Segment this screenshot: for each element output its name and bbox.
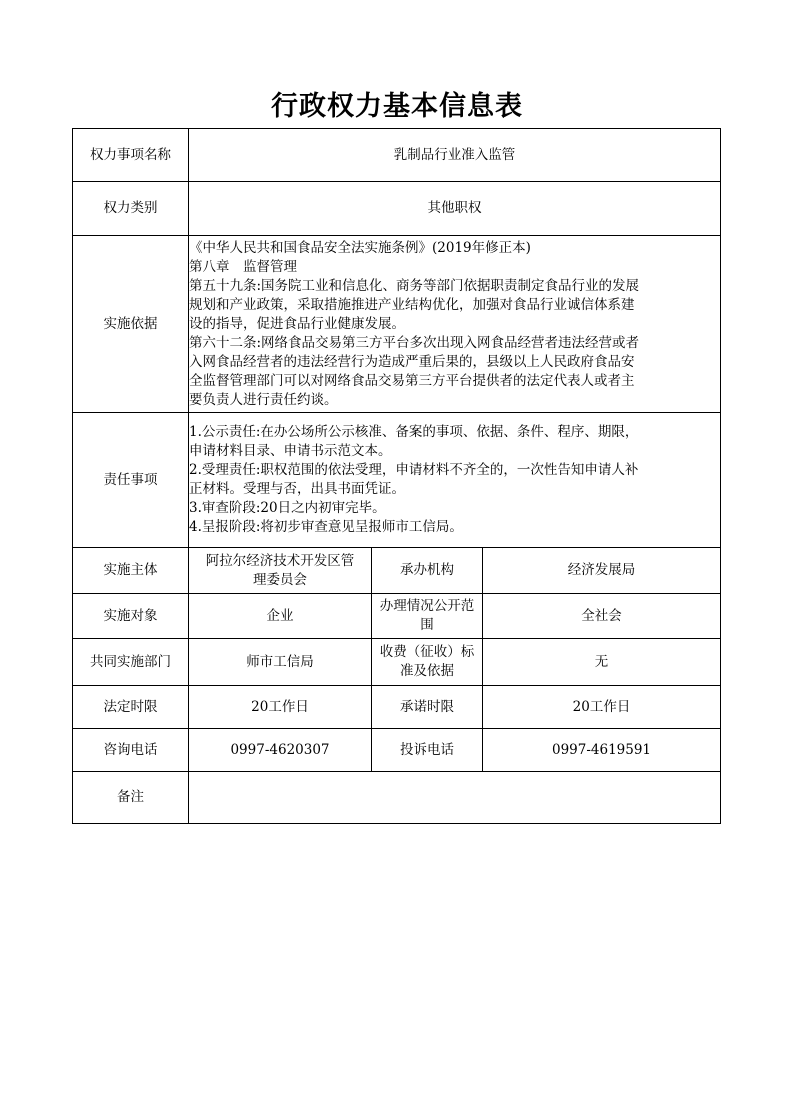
handler-value: 经济发展局 xyxy=(483,548,721,594)
promised-deadline-label: 承诺时限 xyxy=(372,686,483,729)
complaint-phone-label: 投诉电话 xyxy=(372,729,483,772)
responsibility-line: 1.公示责任:在办公场所公示核准、备案的事项、依据、条件、程序、期限， xyxy=(189,424,639,440)
row-basis xyxy=(73,236,721,413)
row-remark xyxy=(73,772,721,824)
row-phone xyxy=(73,729,721,772)
fee-label-line: 准及依据 xyxy=(400,663,454,679)
fee-label xyxy=(372,639,483,686)
consult-phone-label: 咨询电话 xyxy=(73,729,189,772)
responsibility-line: 3.审查阶段:20日之内初审完毕。 xyxy=(189,500,386,516)
row-category xyxy=(73,182,721,236)
legal-deadline-value: 20工作日 xyxy=(189,686,372,729)
disclosure-scope-label xyxy=(372,594,483,639)
joint-value: 师市工信局 xyxy=(189,639,372,686)
row-responsibility xyxy=(73,413,721,548)
responsibility-content xyxy=(189,413,721,548)
joint-label: 共同实施部门 xyxy=(73,639,189,686)
subject-value xyxy=(189,548,372,594)
disclosure-scope-value: 全社会 xyxy=(483,594,721,639)
responsibility-line: 4.呈报阶段:将初步审查意见呈报师市工信局。 xyxy=(189,519,463,535)
subject-value-line: 理委员会 xyxy=(253,571,307,588)
basis-line: 第五十九条:国务院工业和信息化、商务等部门依据职责制定食品行业的发展 xyxy=(189,277,640,294)
info-table xyxy=(72,128,721,824)
row-target xyxy=(73,594,721,639)
fee-label-line: 收费（征收）标 xyxy=(379,644,475,660)
legal-deadline-label: 法定时限 xyxy=(73,686,189,729)
basis-line: 入网食品经营者的违法经营行为造成严重后果的，县级以上人民政府食品安 xyxy=(189,353,635,370)
complaint-phone-value: 0997-4619591 xyxy=(483,729,721,772)
target-label: 实施对象 xyxy=(73,594,189,639)
remark-value xyxy=(189,772,721,824)
basis-line: 要负责人进行责任约谈。 xyxy=(189,391,338,408)
basis-line: 第六十二条:网络食品交易第三方平台多次出现入网食品经营者违法经营或者 xyxy=(189,334,640,351)
responsibility-line: 2.受理责任:职权范围的依法受理，申请材料不齐全的，一次性告知申请人补 xyxy=(189,462,639,478)
basis-line: 规划和产业政策，采取措施推进产业结构优化，加强对食品行业诚信体系建 xyxy=(189,296,635,313)
subject-label: 实施主体 xyxy=(73,548,189,594)
basis-line: 第八章 监督管理 xyxy=(189,258,297,275)
row-name xyxy=(73,129,721,182)
handler-label: 承办机构 xyxy=(372,548,483,594)
page-title: 行政权力基本信息表 xyxy=(271,91,523,122)
promised-deadline-value: 20工作日 xyxy=(483,686,721,729)
basis-line: 《中华人民共和国食品安全法实施条例》(2019年修正本) xyxy=(189,239,531,256)
row-subject xyxy=(73,548,721,594)
disclosure-scope-label-line: 围 xyxy=(420,617,434,633)
basis-line: 全监督管理部门可以对网络食品交易第三方平台提供者的法定代表人或者主 xyxy=(189,372,635,389)
responsibility-label: 责任事项 xyxy=(73,413,189,548)
disclosure-scope-label-line: 办理情况公开范 xyxy=(379,598,475,614)
basis-content xyxy=(189,236,721,413)
category-label: 权力类别 xyxy=(73,182,189,236)
name-label: 权力事项名称 xyxy=(73,129,189,182)
responsibility-line: 申请材料目录、申请书示范文本。 xyxy=(189,443,392,459)
subject-value-line: 阿拉尔经济技术开发区管 xyxy=(205,552,355,569)
remark-label: 备注 xyxy=(73,772,189,824)
name-value: 乳制品行业准入监管 xyxy=(189,129,721,182)
row-joint xyxy=(73,639,721,686)
consult-phone-value: 0997-4620307 xyxy=(189,729,372,772)
target-value: 企业 xyxy=(189,594,372,639)
category-value: 其他职权 xyxy=(189,182,721,236)
basis-line: 设的指导，促进食品行业健康发展。 xyxy=(189,315,405,332)
row-deadline xyxy=(73,686,721,729)
basis-label: 实施依据 xyxy=(73,236,189,413)
responsibility-line: 正材料。受理与否，出具书面凭证。 xyxy=(189,481,405,497)
fee-value: 无 xyxy=(483,639,721,686)
